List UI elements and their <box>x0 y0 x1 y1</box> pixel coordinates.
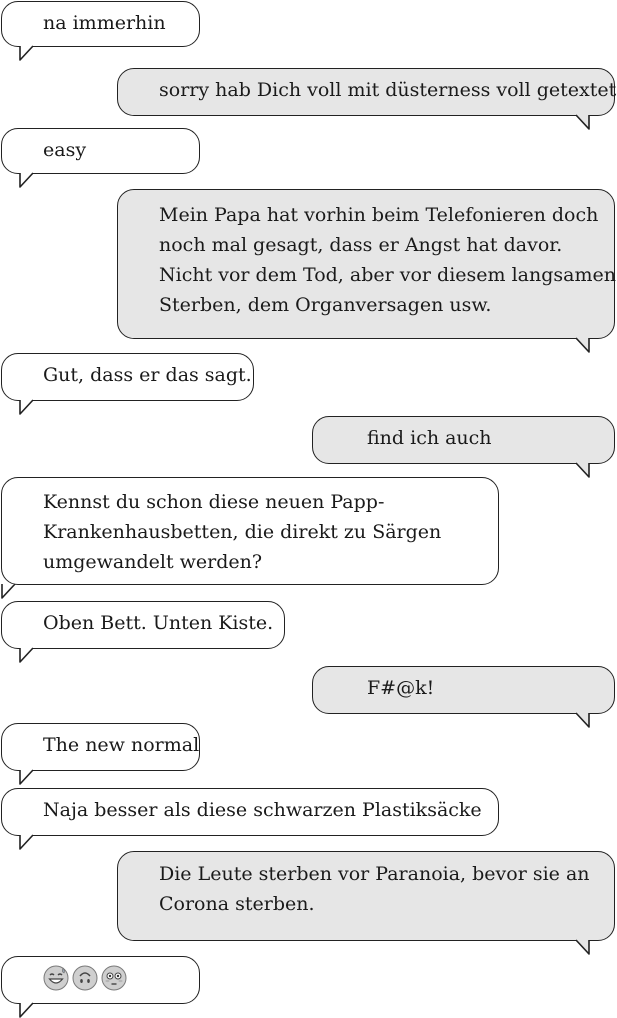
bubble-tail-left <box>16 172 34 188</box>
bubble-tail-left <box>16 647 34 663</box>
message-bubble-incoming[interactable] <box>1 788 499 836</box>
message-bubble-incoming[interactable] <box>1 601 285 649</box>
message-bubble-outgoing[interactable] <box>117 189 615 339</box>
bubble-tail-left <box>0 583 18 599</box>
message-bubble-incoming[interactable] <box>1 723 200 771</box>
grinning-sweat-face-icon <box>43 965 69 991</box>
message-line: Nicht vor dem Tod, aber vor diesem langsamen <box>159 264 616 286</box>
upside-down-face-icon <box>72 965 98 991</box>
message-bubble-outgoing[interactable] <box>312 666 615 714</box>
message-bubble-outgoing[interactable] <box>117 851 615 941</box>
message-bubble-incoming[interactable] <box>1 1 200 47</box>
message-bubble-incoming[interactable] <box>1 956 200 1004</box>
message-bubble-incoming[interactable] <box>1 353 254 401</box>
message-line: Krankenhausbetten, die direkt zu Särgen <box>43 521 442 543</box>
message-text: easy <box>43 139 87 161</box>
bubble-tail-left <box>16 769 34 785</box>
message-bubble-incoming[interactable] <box>1 128 200 174</box>
message-text: find ich auch <box>367 427 492 449</box>
bubble-tail-right <box>575 939 593 955</box>
message-line: Mein Papa hat vorhin beim Telefonieren doch <box>159 204 599 226</box>
bubble-tail-right <box>575 462 593 478</box>
message-line: Sterben, dem Organversagen usw. <box>159 294 492 316</box>
message-text: F#@k! <box>367 677 435 699</box>
message-text: The new normal <box>43 734 200 756</box>
message-line: noch mal gesagt, dass er Angst hat davor. <box>159 234 563 256</box>
message-bubble-outgoing[interactable] <box>312 416 615 464</box>
flushed-face-icon <box>101 965 127 991</box>
bubble-tail-right <box>575 712 593 728</box>
message-line: Corona sterben. <box>159 893 315 915</box>
message-text: Naja besser als diese schwarzen Plastiksäcke <box>43 799 482 821</box>
message-line: Die Leute sterben vor Paranoia, bevor sie an <box>159 863 590 885</box>
bubble-tail-left <box>16 1002 34 1018</box>
message-line: Kennst du schon diese neuen Papp- <box>43 491 385 513</box>
emoji-row <box>43 963 189 993</box>
message-text: na immerhin <box>43 12 166 34</box>
bubble-tail-right <box>575 337 593 353</box>
message-bubble-outgoing[interactable] <box>117 68 615 116</box>
message-bubble-incoming[interactable] <box>1 477 499 585</box>
message-text: Oben Bett. Unten Kiste. <box>43 612 274 634</box>
bubble-tail-right <box>575 114 593 130</box>
bubble-tail-left <box>16 834 34 850</box>
message-line: umgewandelt werden? <box>43 551 263 573</box>
message-text: sorry hab Dich voll mit düsterness voll getextet <box>159 79 617 101</box>
bubble-tail-left <box>16 399 34 415</box>
message-text: Gut, dass er das sagt. <box>43 364 252 386</box>
bubble-tail-left <box>16 45 34 61</box>
